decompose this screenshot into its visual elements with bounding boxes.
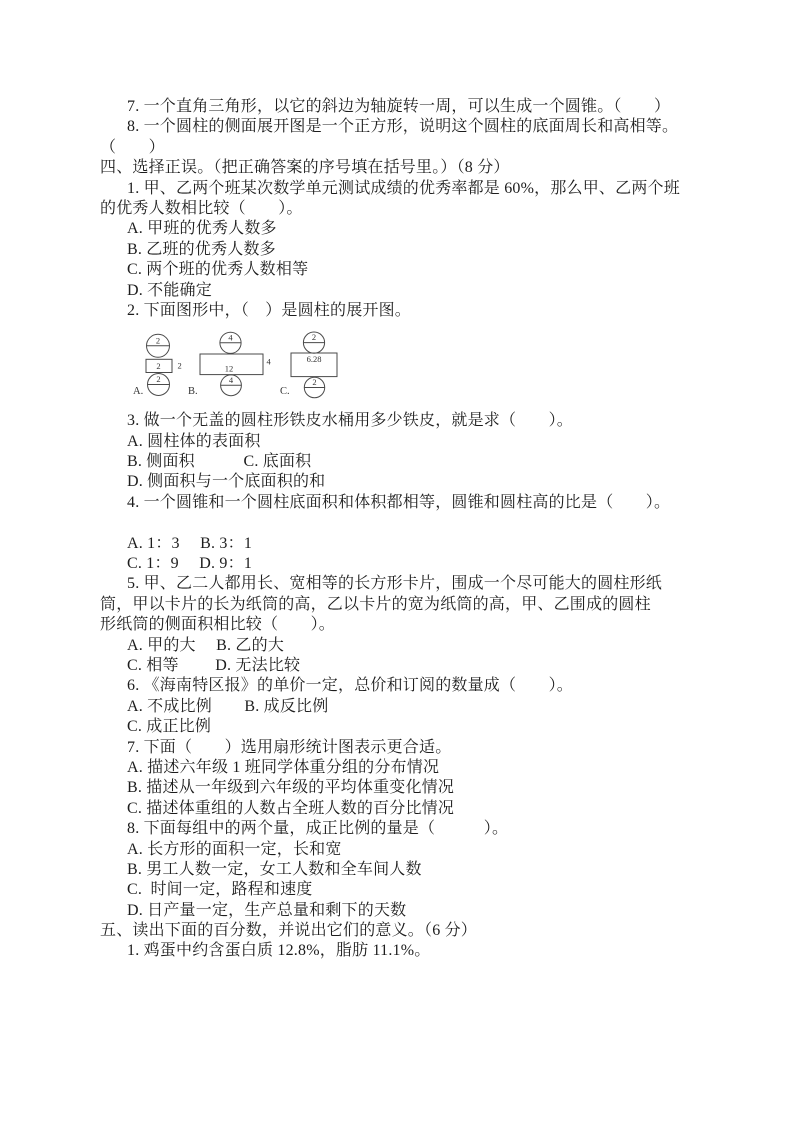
text-line: 筒，甲以卡片的长为纸筒的高，乙以卡片的宽为纸筒的高，甲、乙围成的圆柱 — [100, 595, 651, 613]
text-line: A. 描述六年级 1 班同学体重分组的分布情况 — [127, 758, 440, 776]
text-line: 8. 下面每组中的两个量，成正比例的量是（ ）。 — [127, 820, 509, 838]
text-line: D. 不能确定 — [127, 281, 212, 299]
text-block-2 — [100, 411, 698, 962]
text-line: C. 两个班的优秀人数相等 — [127, 261, 309, 279]
text-line: C. 相等 D. 无法比较 — [127, 656, 301, 674]
text-line: B. 描述从一年级到六年级的平均体重变化情况 — [127, 779, 455, 797]
text-line: （ ） — [100, 138, 165, 156]
top-circle-value: 2 — [311, 332, 317, 343]
top-circle-value: 4 — [228, 332, 233, 343]
text-block-1 — [100, 97, 698, 321]
text-line: 6. 《海南特区报》的单价一定，总价和订阅的数量成（ ）。 — [127, 677, 574, 695]
option-letter: C. — [280, 386, 290, 398]
text-line: C. 1：9 D. 9：1 — [127, 555, 253, 573]
text-line: 7. 一个直角三角形，以它的斜边为轴旋转一周，可以生成一个圆锥。（ ） — [127, 98, 671, 115]
text-line: 形纸筒的侧面积相比较（ ）。 — [100, 616, 336, 634]
text-line: A. 不成比例 B. 成反比例 — [127, 697, 329, 715]
text-line: C. 描述体重组的人数占全班人数的百分比情况 — [127, 799, 455, 817]
text-line: 1. 鸡蛋中约含蛋白质 12.8%，脂肪 11.1%。 — [127, 942, 431, 960]
text-line: B. 侧面积 C. 底面积 — [127, 453, 312, 471]
text-line: 1. 甲、乙两个班某次数学单元测试成绩的优秀率都是 60%，那么甲、乙两个班 — [127, 179, 680, 197]
rectangle-value: 2 — [156, 361, 161, 372]
option-letter: B. — [188, 386, 198, 398]
rectangle-value: 6.28 — [306, 354, 322, 365]
bottom-circle-value: 2 — [312, 377, 317, 388]
blank-line — [100, 513, 698, 533]
text-line: 5. 甲、乙二人都用长、宽相等的长方形卡片，围成一个尽可能大的圆柱形纸 — [127, 575, 663, 593]
text-line: B. 乙班的优秀人数多 — [127, 240, 276, 258]
net-figure-option-a — [133, 335, 182, 398]
text-line: 四、选择正误。（把正确答案的序号填在括号里。）（8 分） — [100, 159, 510, 177]
text-line: 8. 一个圆柱的侧面展开图是一个正方形，说明这个圆柱的底面周长和高相等。 — [127, 118, 679, 136]
worksheet-text — [100, 97, 698, 962]
rectangle-side-value: 4 — [266, 356, 271, 367]
text-line: C. 时间一定，路程和速度 — [127, 881, 313, 899]
rectangle-side-value: 2 — [177, 360, 182, 371]
text-line: B. 男工人数一定，女工人数和全车间人数 — [127, 860, 422, 878]
net-figure-option-c — [280, 332, 337, 398]
text-line: A. 圆柱体的表面积 — [127, 432, 261, 450]
option-letter: A. — [133, 386, 144, 398]
net-figure-option-b — [188, 332, 272, 397]
text-line: A. 甲的大 B. 乙的大 — [127, 636, 285, 654]
text-line: 4. 一个圆锥和一个圆柱底面积和体积都相等，圆锥和圆柱高的比是（ ）。 — [127, 493, 671, 511]
text-line: A. 1：3 B. 3：1 — [127, 534, 253, 552]
bottom-circle-value: 2 — [156, 374, 161, 385]
text-line: 3. 做一个无盖的圆柱形铁皮水桶用多少铁皮，就是求（ ）。 — [127, 412, 574, 430]
top-circle-value: 2 — [155, 335, 161, 346]
cylinder-net-figure-row — [100, 321, 698, 411]
text-line: 7. 下面（ ）选用扇形统计图表示更合适。 — [127, 738, 452, 756]
text-line: 五、读出下面的百分数，并说出它们的意义。（6 分） — [100, 922, 478, 940]
bottom-circle-value: 4 — [228, 375, 234, 386]
text-line: 的优秀人数相比较（ ）。 — [100, 199, 303, 217]
net-figures-canvas — [100, 321, 698, 411]
text-line: C. 成正比例 — [127, 718, 212, 736]
rectangle-value: 12 — [224, 363, 234, 374]
text-line: A. 甲班的优秀人数多 — [127, 220, 277, 238]
text-line: D. 日产量一定，生产总量和剩下的天数 — [127, 901, 407, 919]
text-line: D. 侧面积与一个底面积的和 — [127, 473, 326, 491]
text-line: A. 长方形的面积一定，长和宽 — [127, 840, 342, 858]
text-line: 2. 下面图形中，（ ）是圆柱的展开图。 — [127, 301, 412, 319]
